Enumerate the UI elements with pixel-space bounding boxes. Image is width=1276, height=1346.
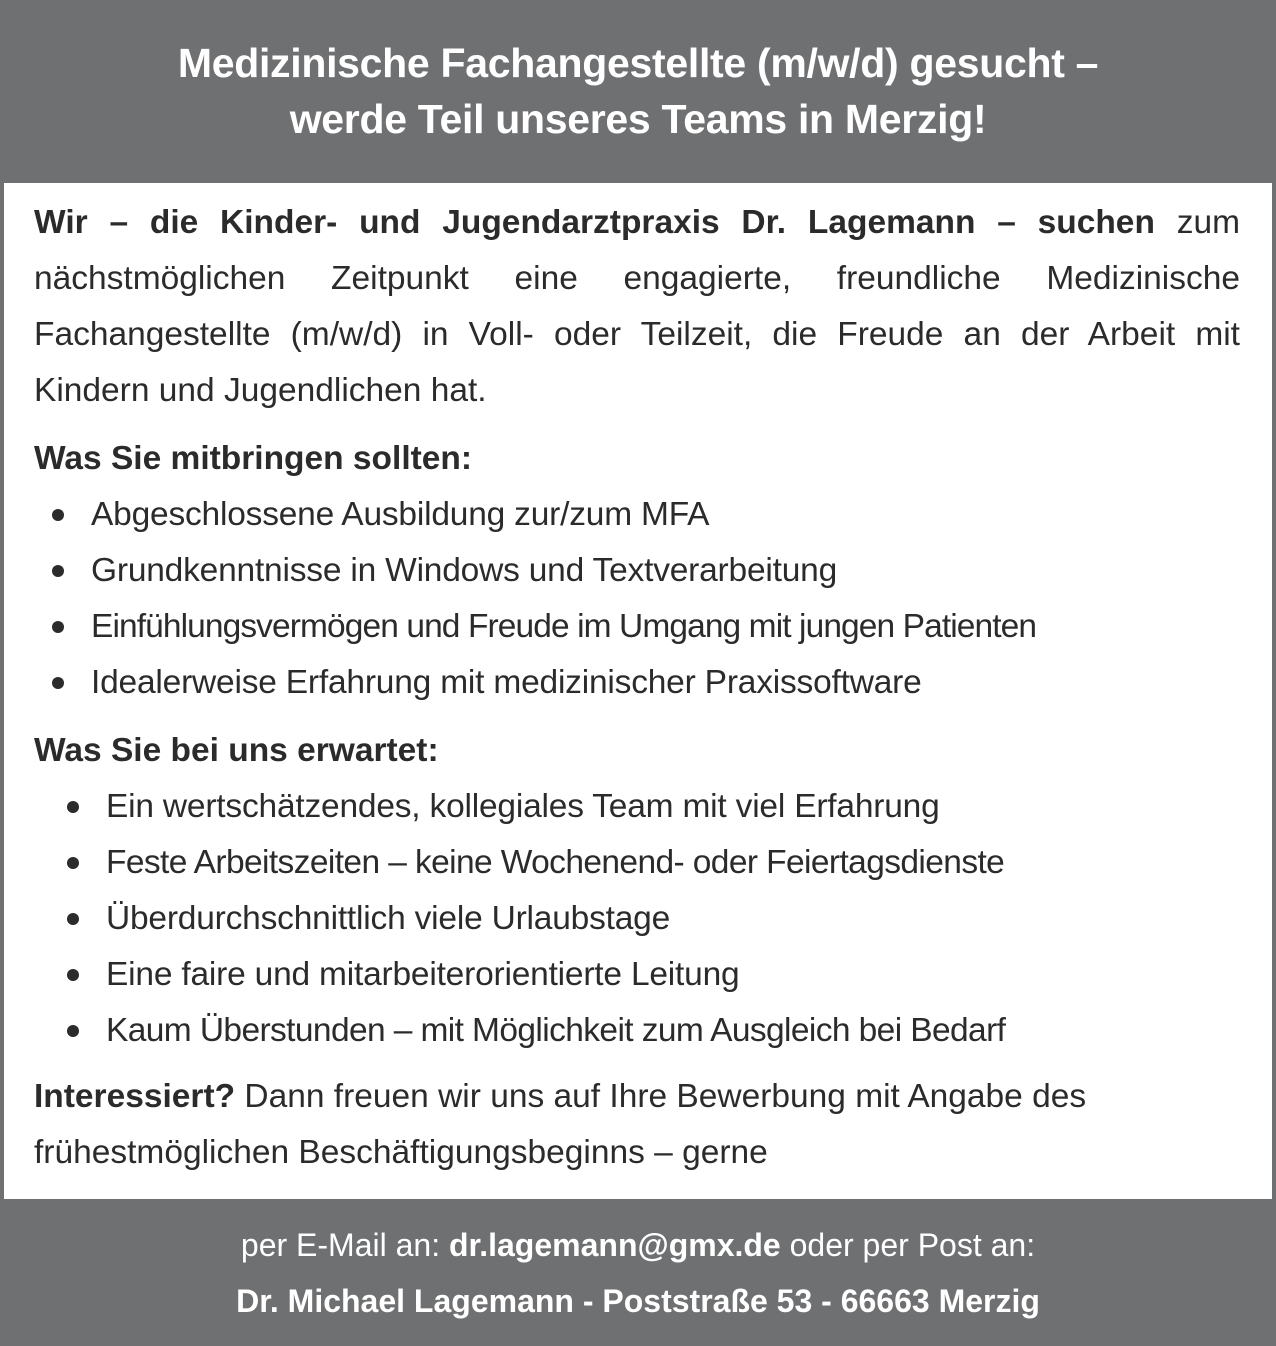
- intro-text: zum nächstmöglichen Zeitpunkt eine engagierte, freundliche Medizinische Fachangestellte (m/w/d) in Voll- oder Teilzeit, die Freude an der Arbeit mit Kindern und Jugendlichen hat.: [34, 204, 1240, 409]
- bullet-icon: [67, 969, 79, 981]
- list-item: Überdurchschnittlich viele Urlaubstage: [34, 891, 1240, 947]
- header-banner: [0, 0, 1276, 182]
- list-item: Kaum Überstunden – mit Möglichkeit zum Ausgleich bei Bedarf: [34, 1003, 1240, 1059]
- list-item: Eine faire und mitarbeiterorientierte Leitung: [34, 947, 1240, 1003]
- requirements-heading: Was Sie mitbringen sollten:: [34, 440, 473, 477]
- bullet-icon: [67, 801, 79, 813]
- list-item: Feste Arbeitszeiten – keine Wochenend- oder Feiertagsdienste: [34, 835, 1240, 891]
- job-ad-body: [4, 183, 1272, 1199]
- list-item: Idealerweise Erfahrung mit medizinischer Praxissoftware: [34, 655, 1240, 711]
- intro-lead: Wir – die Kinder- und Jugendarztpraxis Dr. Lagemann – suchen: [34, 204, 1155, 241]
- closing-lead: Interessiert?: [34, 1078, 236, 1115]
- list-item: Abgeschlossene Ausbildung zur/zum MFA: [34, 487, 1240, 543]
- bullet-icon: [67, 913, 79, 925]
- list-item: Grundkenntnisse in Windows und Textverarbeitung: [34, 543, 1240, 599]
- postal-address: Dr. Michael Lagemann - Poststraße 53 - 66663 Merzig: [236, 1283, 1040, 1319]
- bullet-icon: [67, 857, 79, 869]
- bullet-icon: [52, 621, 64, 633]
- list-item: Ein wertschätzendes, kollegiales Team mit viel Erfahrung: [34, 779, 1240, 835]
- contact-footer: [0, 1200, 1276, 1346]
- email-line: per E-Mail an: dr.lagemann@gmx.de oder per Post an:: [240, 1227, 1036, 1263]
- requirements-list: [34, 487, 1240, 711]
- title-line-2: werde Teil unseres Teams in Merzig!: [289, 96, 987, 142]
- bullet-icon: [52, 677, 64, 689]
- bullet-icon: [52, 565, 64, 577]
- list-item: Einfühlungsvermögen und Freude im Umgang mit jungen Patienten: [34, 599, 1240, 655]
- closing-text: Dann freuen wir uns auf Ihre Bewerbung mit Angabe des frühestmöglichen Beschäftigungsbeginns – gerne: [34, 1078, 1087, 1171]
- closing-paragraph: [34, 1069, 1240, 1181]
- benefits-list: [34, 779, 1240, 1059]
- title-line-1: Medizinische Fachangestellte (m/w/d) gesucht –: [177, 40, 1099, 86]
- benefits-heading: Was Sie bei uns erwartet:: [34, 732, 439, 769]
- intro-paragraph: [34, 195, 1240, 419]
- bullet-icon: [67, 1025, 79, 1037]
- email-link[interactable]: dr.lagemann@gmx.de: [448, 1227, 781, 1263]
- bullet-icon: [52, 509, 64, 521]
